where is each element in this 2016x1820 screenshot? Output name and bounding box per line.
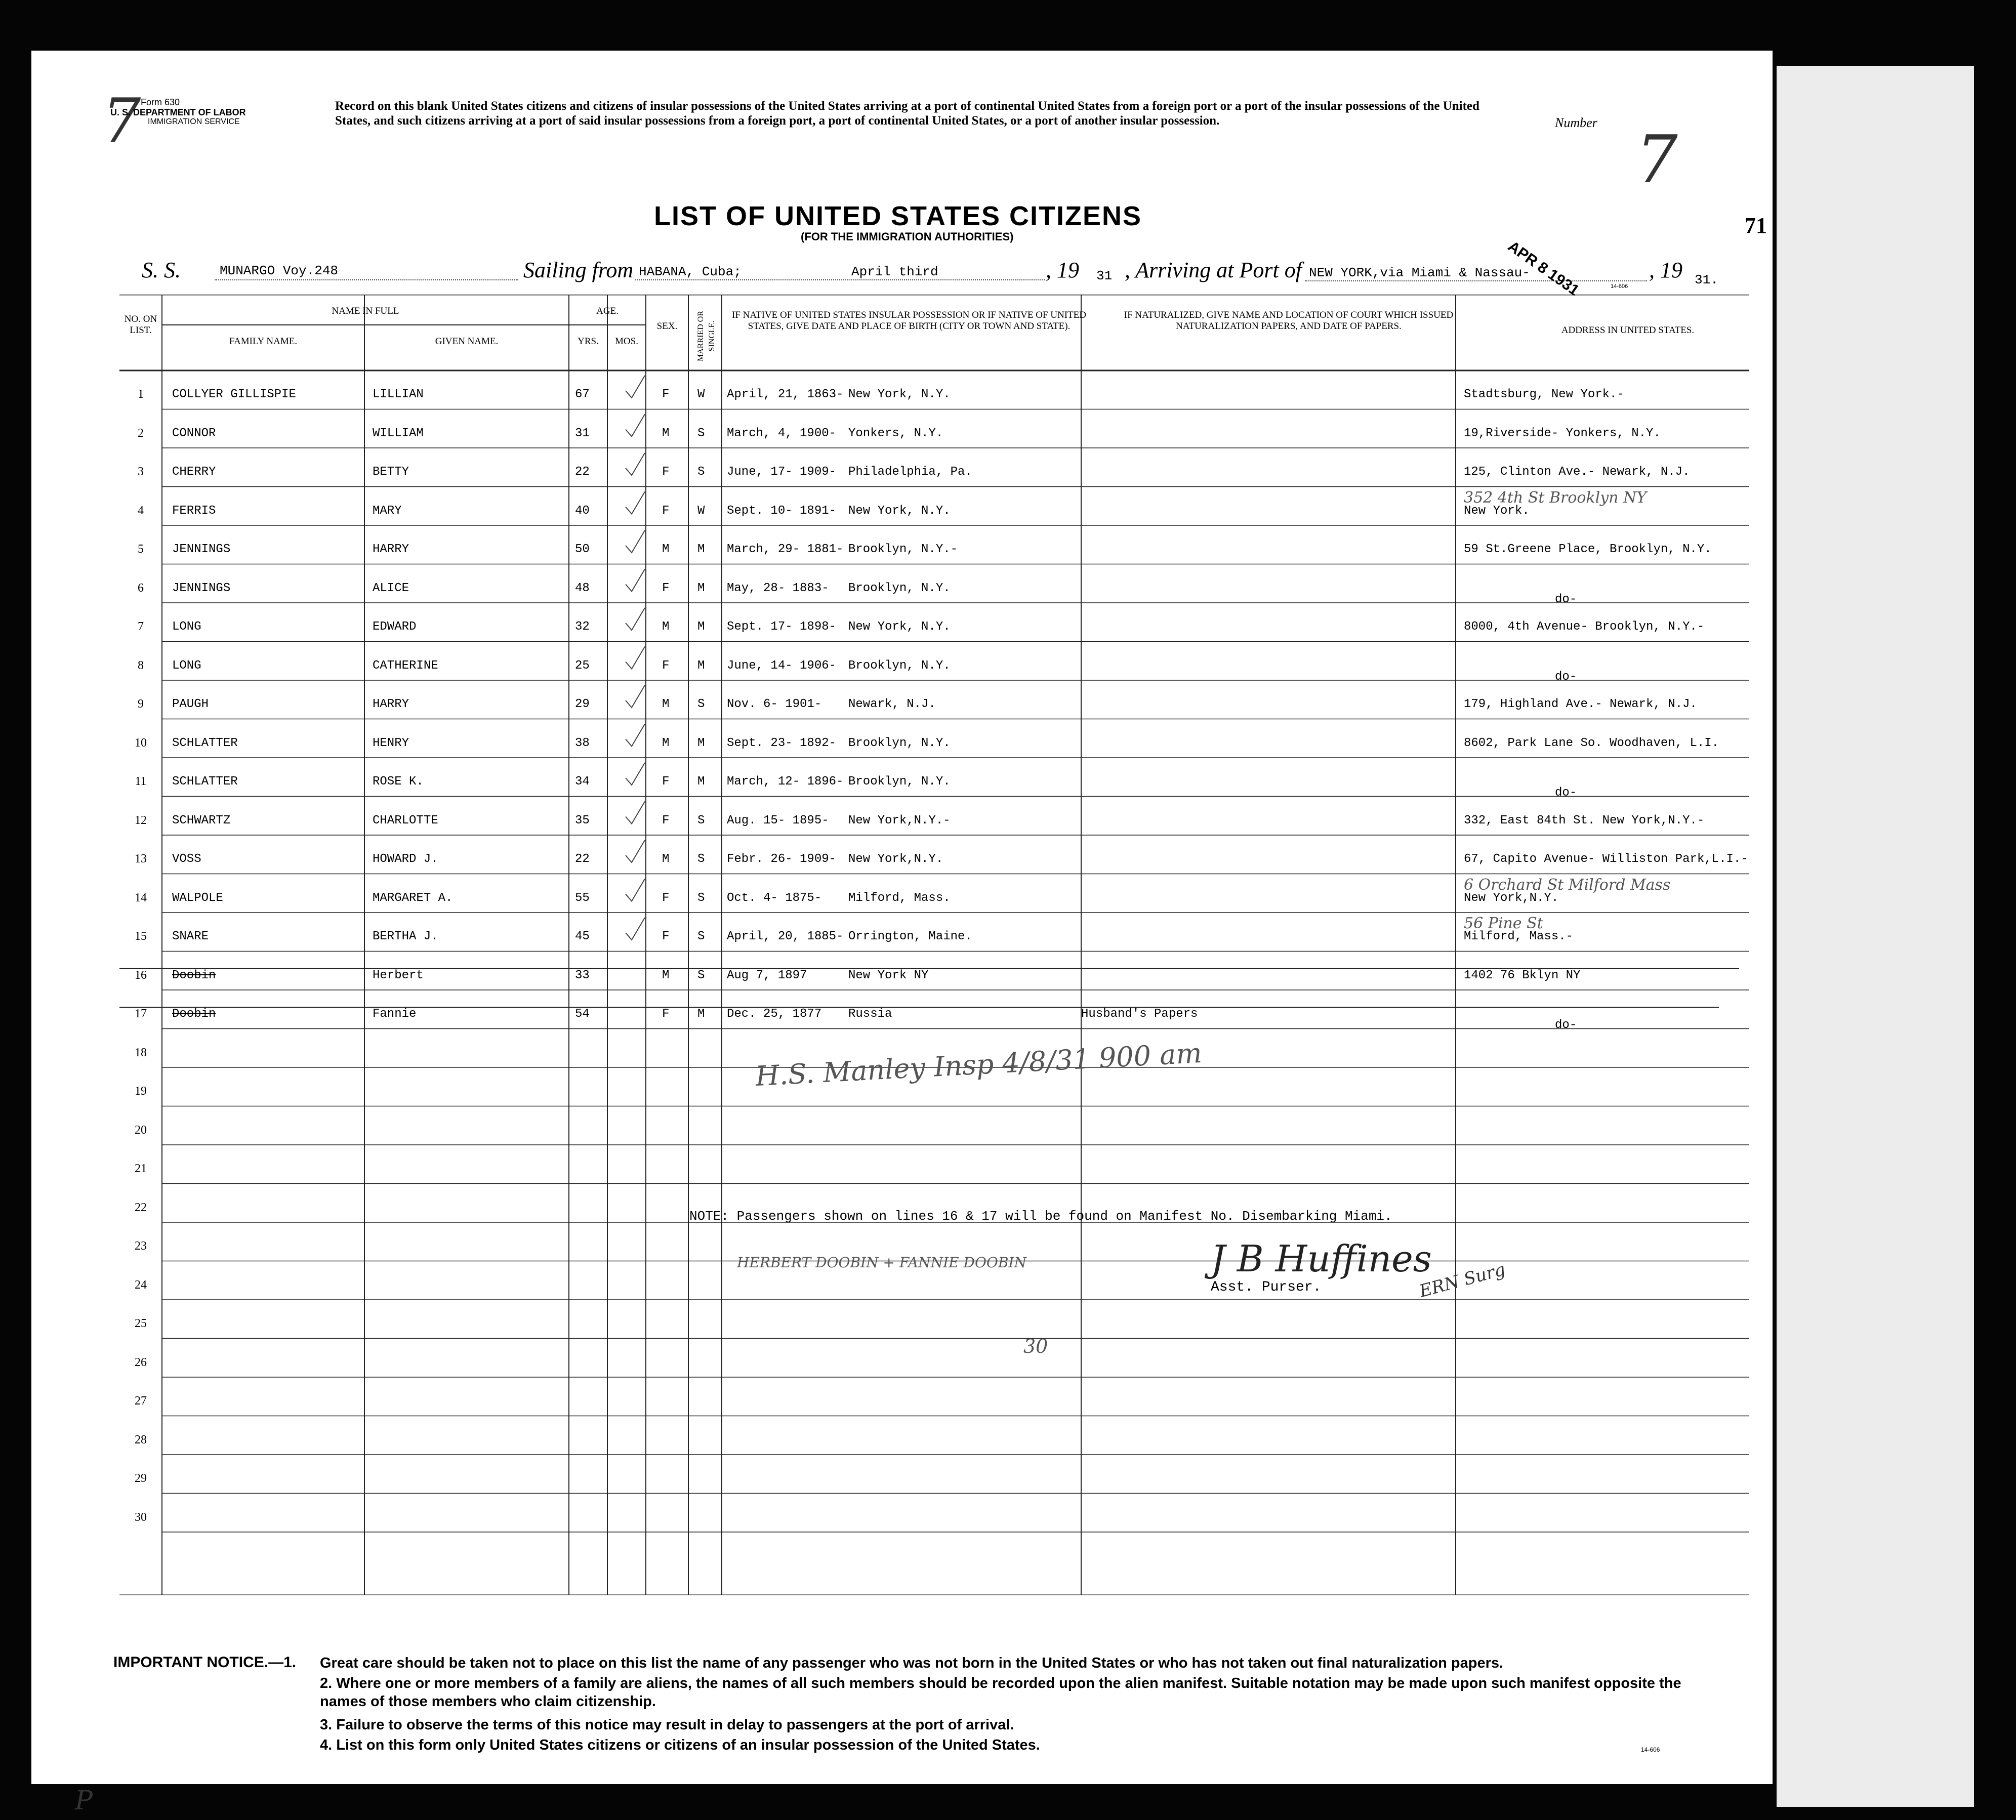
arriving-label: , Arriving at Port of	[1125, 258, 1302, 282]
age-cell: 34	[575, 775, 590, 789]
row-number: 6	[138, 581, 144, 595]
check-mark	[626, 608, 645, 630]
row-number: 4	[138, 504, 144, 517]
age-cell: 38	[575, 736, 590, 750]
family-name-cell: LONG	[172, 658, 201, 673]
check-mark	[626, 840, 645, 862]
row-number: 8	[138, 658, 144, 672]
sex-cell: M	[662, 543, 670, 556]
birth-date-cell: Sept. 10- 1891-	[727, 504, 837, 518]
col-header-no: NO. ON LIST.	[124, 314, 157, 336]
row-number: 11	[135, 775, 147, 788]
age-cell: 25	[575, 658, 590, 673]
family-name-cell: SCHLATTER	[172, 736, 238, 750]
row-number: 21	[135, 1162, 147, 1175]
age-cell: 33	[575, 968, 590, 982]
birth-date-cell: April, 21, 1863-	[727, 388, 844, 401]
col-header-married-single: MARRIED OR SINGLE.	[696, 311, 716, 362]
col-header-yrs: YRS.	[578, 336, 599, 347]
row-number: 15	[135, 930, 147, 943]
marital-status-cell: M	[697, 1007, 705, 1021]
birth-place-cell: New York, N.Y.	[848, 504, 951, 518]
check-mark	[626, 763, 645, 785]
address-cell: 67, Capito Avenue- Williston Park,L.I.-	[1464, 852, 1748, 866]
age-cell: 45	[575, 930, 590, 943]
birth-place-cell: Brooklyn, N.Y.	[848, 775, 951, 789]
printer-mark: 14-606	[1611, 283, 1628, 289]
manifest-sheet	[31, 51, 1773, 1816]
sailing-date: April third	[851, 264, 938, 279]
given-name-cell: HARRY	[373, 543, 409, 556]
given-name-cell: EDWARD	[373, 620, 417, 634]
birth-date-cell: June, 17- 1909-	[727, 465, 837, 479]
col-header-naturalized: IF NATURALIZED, GIVE NAME AND LOCATION OF COURT WHICH ISSUED NATURALIZATION PAPERS, AND DATE OF PAPERS.	[1124, 310, 1454, 332]
marital-status-cell: M	[697, 736, 705, 750]
check-mark	[626, 376, 645, 398]
notice-title: IMPORTANT NOTICE.—1.	[113, 1654, 297, 1671]
check-mark	[626, 492, 645, 514]
age-cell: 22	[575, 465, 590, 479]
birth-place-cell: New York, N.Y.	[848, 620, 951, 634]
family-name-cell: PAUGH	[172, 697, 209, 711]
address-cell: 125, Clinton Ave.- Newark, N.J.	[1464, 465, 1690, 479]
ship-name: MUNARGO Voy.248	[220, 263, 339, 278]
row-number: 7	[138, 620, 144, 633]
address-cell: 1402 76 Bklyn NY	[1464, 968, 1581, 982]
sex-cell: F	[662, 581, 670, 595]
birth-date-cell: Nov. 6- 1901-	[727, 697, 822, 711]
age-cell: 35	[575, 813, 590, 828]
row-number: 14	[135, 891, 147, 904]
marital-status-cell: S	[697, 426, 705, 440]
family-name-cell: VOSS	[172, 852, 201, 866]
number-value: 7	[1636, 121, 1678, 198]
row-number: 28	[135, 1433, 147, 1446]
age-cell: 31	[575, 426, 590, 440]
corner-handwritten-mark: 7	[102, 86, 141, 156]
naturalization-cell: Husband's Papers	[1081, 1007, 1198, 1021]
family-name-cell: CHERRY	[172, 465, 216, 479]
family-name-cell: COLLYER GILLISPIE	[172, 388, 296, 401]
birth-date-cell: May, 28- 1883-	[727, 581, 829, 595]
arrival-date-stamp: APR 8 1931	[1505, 238, 1582, 299]
family-name-cell: JENNINGS	[172, 581, 231, 595]
birth-place-cell: Newark, N.J.	[848, 697, 936, 711]
arriving-port: NEW YORK,via Miami & Nassau-	[1309, 265, 1530, 280]
age-cell: 48	[575, 581, 590, 595]
birth-place-cell: New York NY	[848, 968, 929, 982]
address-cell: 179, Highland Ave.- Newark, N.J.	[1464, 697, 1697, 711]
marital-status-cell: M	[697, 775, 705, 789]
family-name-cell: LONG	[172, 620, 201, 634]
row-number: 18	[135, 1046, 147, 1059]
sex-cell: F	[662, 813, 670, 828]
birth-place-cell: Brooklyn, N.Y.	[848, 658, 951, 673]
given-name-cell: MARY	[373, 504, 402, 518]
age-cell: 55	[575, 891, 590, 905]
row-number: 22	[135, 1201, 147, 1214]
check-mark	[626, 685, 645, 708]
page-number: 71	[1745, 213, 1767, 238]
col-header-address: ADDRESS IN UNITED STATES.	[1561, 325, 1695, 336]
inspector-handwritten-note: H.S. Manley Insp 4/8/31 900 am	[754, 1037, 1203, 1093]
address-cell: New York,N.Y.	[1464, 891, 1559, 905]
family-name-cell: CONNOR	[172, 426, 216, 440]
row-number: 25	[135, 1317, 147, 1330]
notice-item-1: Great care should be taken not to place on this list the name of any passenger who was not born in the United States or who has not taken out final naturalization papers.	[320, 1655, 1504, 1671]
col-header-sex: SEX.	[656, 321, 678, 332]
birth-place-cell: New York, N.Y.	[848, 388, 951, 401]
handwritten-counter: 30	[1023, 1335, 1048, 1357]
sex-cell: F	[662, 930, 670, 943]
row-number: 20	[135, 1123, 147, 1137]
birth-date-cell: Sept. 17- 1898-	[727, 620, 837, 634]
given-name-cell: BETTY	[373, 465, 409, 479]
row-number: 23	[135, 1239, 147, 1253]
year-1: 31	[1096, 268, 1113, 283]
row-number: 29	[135, 1472, 147, 1485]
address-cell: Stadtsburg, New York.-	[1464, 388, 1624, 401]
family-name-cell: Doobin	[172, 968, 216, 982]
family-name-cell: FERRIS	[172, 504, 216, 518]
given-name-cell: LILLIAN	[373, 388, 424, 401]
sailing-from: HABANA, Cuba;	[639, 264, 742, 279]
col-header-age: AGE.	[596, 306, 619, 316]
row-number: 3	[138, 465, 144, 478]
marital-status-cell: S	[697, 852, 705, 866]
address-cell: 8000, 4th Avenue- Brooklyn, N.Y.-	[1464, 620, 1705, 634]
marital-status-cell: S	[697, 697, 705, 711]
address-cell: 8602, Park Lane So. Woodhaven, L.I.	[1464, 736, 1719, 750]
address-cell: New York.	[1464, 504, 1530, 518]
sex-cell: M	[662, 620, 670, 634]
address-cell: 19,Riverside- Yonkers, N.Y.	[1464, 426, 1661, 440]
birth-date-cell: Oct. 4- 1875-	[727, 891, 822, 905]
col-header-mos: MOS.	[615, 336, 638, 347]
birth-date-cell: Sept. 23- 1892-	[727, 736, 837, 750]
notice-code: 14-606	[1641, 1746, 1660, 1753]
address-handwritten-note: 56 Pine St	[1464, 915, 1543, 932]
given-name-cell: BERTHA J.	[373, 930, 438, 943]
birth-place-cell: Brooklyn, N.Y.	[848, 736, 951, 750]
row-number: 1	[138, 388, 144, 401]
birth-place-cell: Orrington, Maine.	[848, 930, 972, 943]
check-mark	[626, 918, 645, 940]
age-cell: 32	[575, 620, 590, 634]
year-2: 31.	[1695, 272, 1718, 287]
sex-cell: M	[662, 852, 670, 866]
row-number: 2	[138, 426, 144, 440]
marital-status-cell: W	[697, 388, 705, 401]
sailing-dotted-line	[635, 279, 1045, 280]
marital-status-cell: M	[697, 620, 705, 634]
age-cell: 67	[575, 388, 590, 401]
header-instructions: Record on this blank United States citizens and citizens of insular possessions of the United States arriving at a port of continental United States from a foreign port or a port of the insular possessions of the United States, and such citizens arriving at a port of said insular possessions from a foreign port, a port of continental United States, or a port of another insular possession.	[335, 99, 1479, 128]
manifest-note: NOTE: Passengers shown on lines 16 & 17 will be found on Manifest No. Disembarking Miami.	[689, 1209, 1392, 1224]
birth-date-cell: April, 20, 1885-	[727, 930, 844, 943]
given-name-cell: WILLIAM	[373, 426, 424, 440]
ss-label: S. S.	[142, 258, 181, 282]
given-name-cell: HOWARD J.	[373, 852, 438, 866]
service-name: IMMIGRATION SERVICE	[148, 117, 240, 126]
birth-place-cell: New York,N.Y.	[848, 852, 943, 866]
birth-place-cell: Brooklyn, N.Y.-	[848, 543, 958, 556]
age-cell: 54	[575, 1007, 590, 1021]
form-number: Form 630	[141, 97, 180, 107]
handwritten-doobin-names: HERBERT DOOBIN + FANNIE DOOBIN	[737, 1254, 1026, 1271]
birth-date-cell: Dec. 25, 1877	[727, 1007, 822, 1021]
sex-cell: M	[662, 697, 670, 711]
given-name-cell: Fannie	[373, 1007, 417, 1021]
check-mark	[626, 530, 645, 553]
family-name-cell: JENNINGS	[172, 543, 231, 556]
age-cell: 50	[575, 543, 590, 556]
number-label: Number	[1555, 115, 1597, 130]
given-name-cell: Herbert	[373, 968, 424, 982]
given-name-cell: ALICE	[373, 581, 409, 595]
marital-status-cell: S	[697, 968, 705, 982]
col-header-given-name: GIVEN NAME.	[435, 336, 499, 347]
bottom-handwritten-mark: P	[75, 1786, 93, 1816]
address-cell: 59 St.Greene Place, Brooklyn, N.Y.	[1464, 543, 1712, 556]
sex-cell: F	[662, 775, 670, 789]
address-handwritten-note: 6 Orchard St Milford Mass	[1464, 876, 1671, 894]
address-cell: do-	[1555, 1018, 1577, 1032]
address-cell: 332, East 84th St. New York,N.Y.-	[1464, 813, 1705, 828]
sex-cell: F	[662, 1007, 670, 1021]
given-name-cell: HARRY	[373, 697, 409, 711]
signature-extra-note: ERN Surg	[1417, 1259, 1508, 1302]
birth-date-cell: June, 14- 1906-	[727, 658, 837, 673]
col-header-name-in-full: NAME IN FULL	[332, 306, 399, 316]
row-number: 13	[135, 852, 147, 865]
marital-status-cell: S	[697, 813, 705, 828]
given-name-cell: ROSE K.	[373, 775, 424, 789]
check-mark	[626, 802, 645, 824]
birth-date-cell: March, 12- 1896-	[727, 775, 844, 789]
given-name-cell: MARGARET A.	[373, 891, 453, 905]
birth-date-cell: Aug. 15- 1895-	[727, 813, 829, 828]
birth-place-cell: Russia	[848, 1007, 892, 1021]
address-cell: do-	[1555, 592, 1577, 606]
birth-place-cell: Yonkers, N.Y.	[848, 426, 943, 440]
sex-cell: F	[662, 504, 670, 518]
given-name-cell: HENRY	[373, 736, 409, 750]
address-cell: do-	[1555, 670, 1577, 684]
row-number: 24	[135, 1278, 147, 1292]
check-mark	[626, 724, 645, 747]
address-cell: Milford, Mass.-	[1464, 930, 1574, 943]
document-title: LIST OF UNITED STATES CITIZENS	[654, 201, 1142, 231]
row-number: 16	[135, 968, 147, 982]
row-number: 5	[138, 543, 144, 556]
sex-cell: F	[662, 891, 670, 905]
col-header-family-name: FAMILY NAME.	[229, 336, 298, 347]
year-prefix-2: , 19	[1649, 258, 1682, 282]
check-mark	[626, 453, 645, 475]
address-cell: do-	[1555, 786, 1577, 800]
notice-item-4: 4. List on this form only United States citizens or citizens of an insular possession of the United States.	[320, 1737, 1040, 1753]
ship-dotted-line	[215, 279, 518, 280]
col-header-birth: IF NATIVE OF UNITED STATES INSULAR POSSESSION OR IF NATIVE OF UNITED STATES, GIVE DATE AND PLACE OF BIRTH (CITY OR TOWN AND STATE).	[732, 310, 1086, 332]
document-subtitle: (FOR THE IMMIGRATION AUTHORITIES)	[801, 230, 1014, 243]
arriving-dotted-line	[1305, 280, 1647, 281]
family-name-cell: SNARE	[172, 930, 209, 943]
sex-cell: M	[662, 968, 670, 982]
age-cell: 22	[575, 852, 590, 866]
row-number: 9	[138, 697, 144, 711]
department-name: U. S. DEPARTMENT OF LABOR	[110, 107, 246, 117]
family-name-cell: Doobin	[172, 1007, 216, 1021]
birth-date-cell: Aug 7, 1897	[727, 968, 807, 982]
birth-date-cell: March, 4, 1900-	[727, 426, 837, 440]
family-name-cell: SCHWARTZ	[172, 813, 231, 828]
sailing-label: Sailing from	[523, 258, 634, 282]
row-number: 17	[135, 1007, 147, 1020]
marital-status-cell: S	[697, 930, 705, 943]
row-number: 10	[135, 736, 147, 750]
passenger-table	[119, 295, 1749, 1595]
row-number: 19	[135, 1085, 147, 1098]
birth-date-cell: Febr. 26- 1909-	[727, 852, 837, 866]
sex-cell: F	[662, 465, 670, 479]
address-handwritten-note: 352 4th St Brooklyn NY	[1464, 488, 1647, 507]
signature-title: Asst. Purser.	[1211, 1279, 1322, 1295]
marital-status-cell: W	[697, 504, 705, 518]
check-mark	[626, 647, 645, 669]
row-number: 12	[135, 813, 147, 827]
sex-cell: M	[662, 426, 670, 440]
notice-item-2: 2. Where one or more members of a family are aliens, the names of all such members should be recorded upon the alien manifest. Suitable notation may be made upon such manifest opposite the names of those members who claim citizenship.	[320, 1675, 1681, 1710]
marital-status-cell: S	[697, 891, 705, 905]
family-name-cell: SCHLATTER	[172, 775, 238, 789]
marital-status-cell: M	[697, 581, 705, 595]
marital-status-cell: M	[697, 658, 705, 673]
age-cell: 29	[575, 697, 590, 711]
check-mark	[626, 415, 645, 437]
age-cell: 40	[575, 504, 590, 518]
birth-place-cell: New York,N.Y.-	[848, 813, 951, 828]
sex-cell: F	[662, 658, 670, 673]
notice-item-3: 3. Failure to observe the terms of this notice may result in delay to passengers at the port of arrival.	[320, 1717, 1014, 1733]
check-mark	[626, 569, 645, 592]
birth-place-cell: Milford, Mass.	[848, 891, 951, 905]
given-name-cell: CATHERINE	[373, 658, 438, 673]
adjacent-page-strip	[1777, 66, 1974, 1807]
marital-status-cell: S	[697, 465, 705, 479]
given-name-cell: CHARLOTTE	[373, 813, 438, 828]
birth-place-cell: Brooklyn, N.Y.	[848, 581, 951, 595]
sex-cell: F	[662, 388, 670, 401]
purser-signature: J B Huffines	[1211, 1237, 1432, 1280]
row-number: 27	[135, 1394, 147, 1408]
birth-place-cell: Philadelphia, Pa.	[848, 465, 972, 479]
birth-date-cell: March, 29- 1881-	[727, 543, 844, 556]
row-number: 30	[135, 1510, 147, 1524]
year-prefix-1: , 19	[1046, 258, 1079, 282]
family-name-cell: WALPOLE	[172, 891, 223, 905]
sex-cell: M	[662, 736, 670, 750]
marital-status-cell: M	[697, 543, 705, 556]
row-number: 26	[135, 1355, 147, 1369]
check-mark	[626, 879, 645, 901]
